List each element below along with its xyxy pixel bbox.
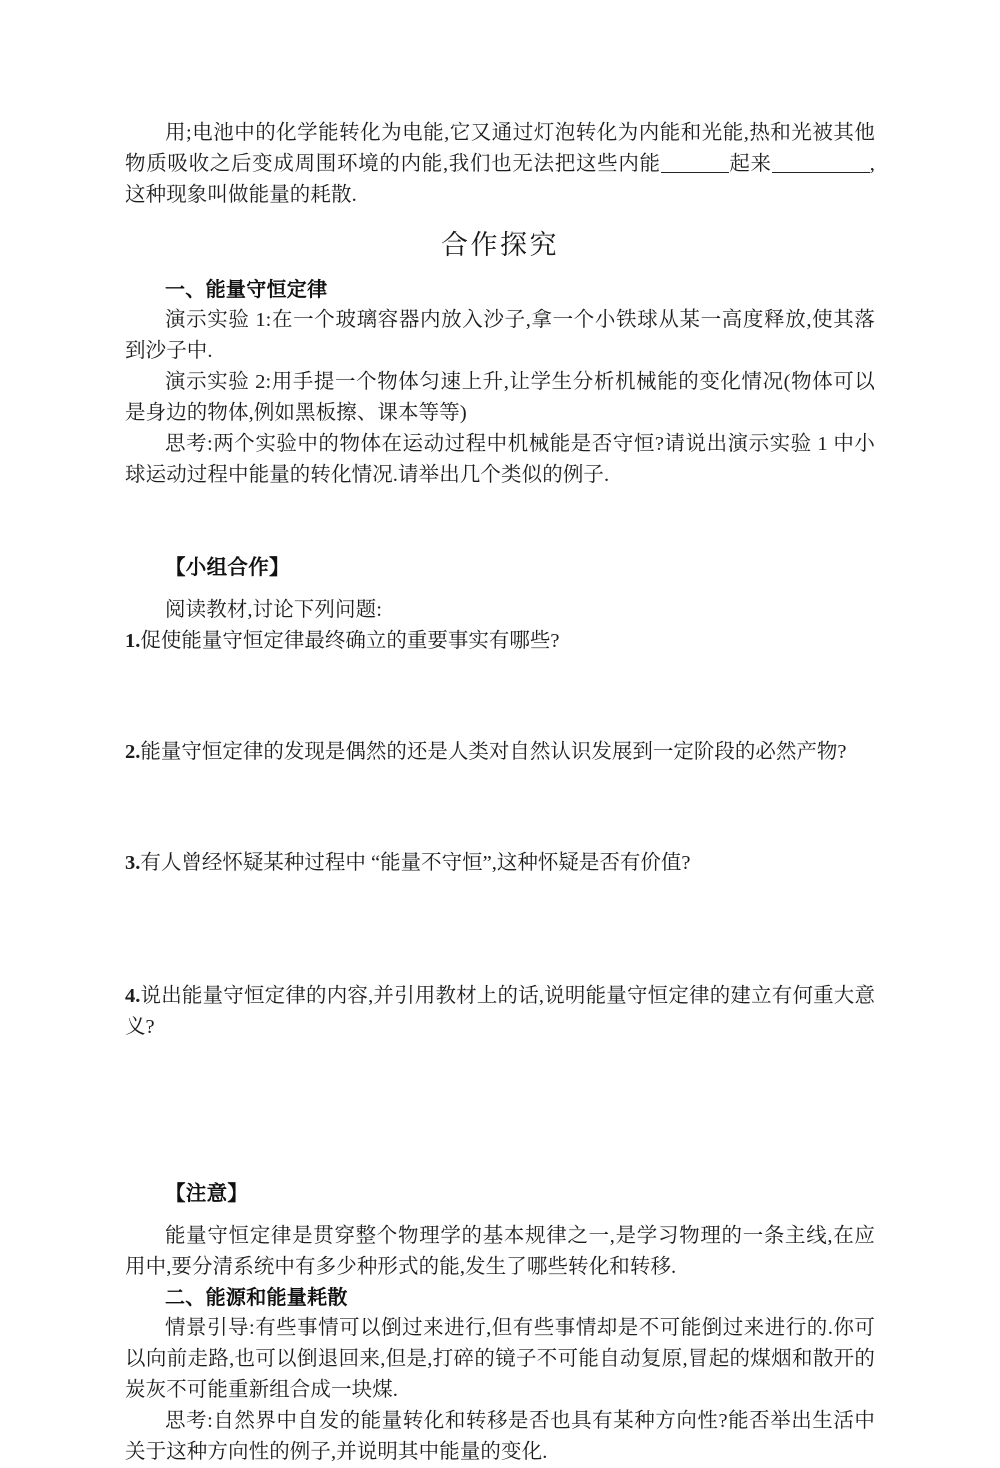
heading-notice: 【注意】: [165, 1183, 249, 1205]
answer-space-question-3: [125, 879, 875, 959]
question-item-3: [125, 848, 875, 879]
question-number-2: 2.: [125, 741, 141, 763]
intro-text-after-blank: ,这种现象叫做能量的耗散.: [125, 153, 875, 206]
answer-space-question-2: [125, 768, 875, 848]
answer-space-question-4: [125, 1043, 875, 1123]
question-item-1: [125, 626, 875, 657]
answer-space-question-1: [125, 657, 875, 737]
spacer-after-notice-heading: [125, 1209, 875, 1221]
group-work-lead-in: 阅读教材,讨论下列问题:: [165, 599, 383, 621]
question-number-4: 4.: [125, 985, 141, 1007]
question-item-2: [125, 737, 875, 768]
part-one-think-prompt: 思考:两个实验中的物体在运动过程中机械能是否守恒?请说出演示实验 1 中小球运动过程中能量的转化情况.请举出几个类似的例子.: [125, 433, 875, 486]
answer-space-question-4-extra: [125, 1123, 875, 1179]
demo-experiment-2: 演示实验 2:用手提一个物体匀速上升,让学生分析机械能的变化情况(物体可以是身边的物体,例如黑板擦、课本等等): [125, 371, 875, 424]
question-text-4: 说出能量守恒定律的内容,并引用教材上的话,说明能量守恒定律的建立有何重大意义?: [125, 985, 875, 1038]
page-title: 合作探究: [441, 230, 559, 260]
intro-text-between-blanks: 起来: [728, 153, 772, 175]
document-content: [125, 118, 875, 1468]
fill-in-blank-1[interactable]: [661, 155, 729, 173]
heading-group-work: 【小组合作】: [165, 557, 290, 579]
question-number-3: 3.: [125, 852, 141, 874]
part-two-scenario: 情景引导:有些事情可以倒过来进行,但有些事情却是不可能倒过来进行的.你可以向前走路,也可以倒退回来,但是,打碎的镜子不可能自动复原,冒起的煤烟和散开的炭灰不可能重新组合成一块煤.: [125, 1317, 875, 1401]
intro-text-before-blank: 用;电池中的化学能转化为电能,它又通过灯泡转化为内能和光能,热和光被其他物质吸收之后变成周围环境的内能,我们也无法把这些内能: [125, 122, 875, 175]
heading-part-one: 一、能量守恒定律: [165, 279, 328, 301]
question-text-3: 有人曾经怀疑某种过程中 “能量不守恒”,这种怀疑是否有价值?: [140, 852, 691, 874]
spacer-after-group-heading: [125, 583, 875, 595]
part-two-think-prompt: 思考:自然界中自发的能量转化和转移是否也具有某种方向性?能否举出生活中关于这种方向性的例子,并说明其中能量的变化.: [125, 1410, 875, 1463]
fill-in-blank-2[interactable]: [772, 155, 870, 173]
intro-paragraph: [125, 118, 875, 211]
heading-part-two: 二、能源和能量耗散: [165, 1287, 348, 1309]
question-text-2: 能量守恒定律的发现是偶然的还是人类对自然认识发展到一定阶段的必然产物?: [140, 741, 847, 763]
question-text-1: 促使能量守恒定律最终确立的重要事实有哪些?: [140, 630, 560, 652]
answer-space-question-3-extra: [125, 959, 875, 981]
notice-body: 能量守恒定律是贯穿整个物理学的基本规律之一,是学习物理的一条主线,在应用中,要分清系统中有多少种形式的能,发生了哪些转化和转移.: [125, 1225, 875, 1278]
answer-space-part-one: [125, 491, 875, 553]
demo-experiment-1: 演示实验 1:在一个玻璃容器内放入沙子,拿一个小铁球从某一高度释放,使其落到沙子中.: [125, 309, 875, 362]
question-item-4: [125, 981, 875, 1043]
question-number-1: 1.: [125, 630, 141, 652]
